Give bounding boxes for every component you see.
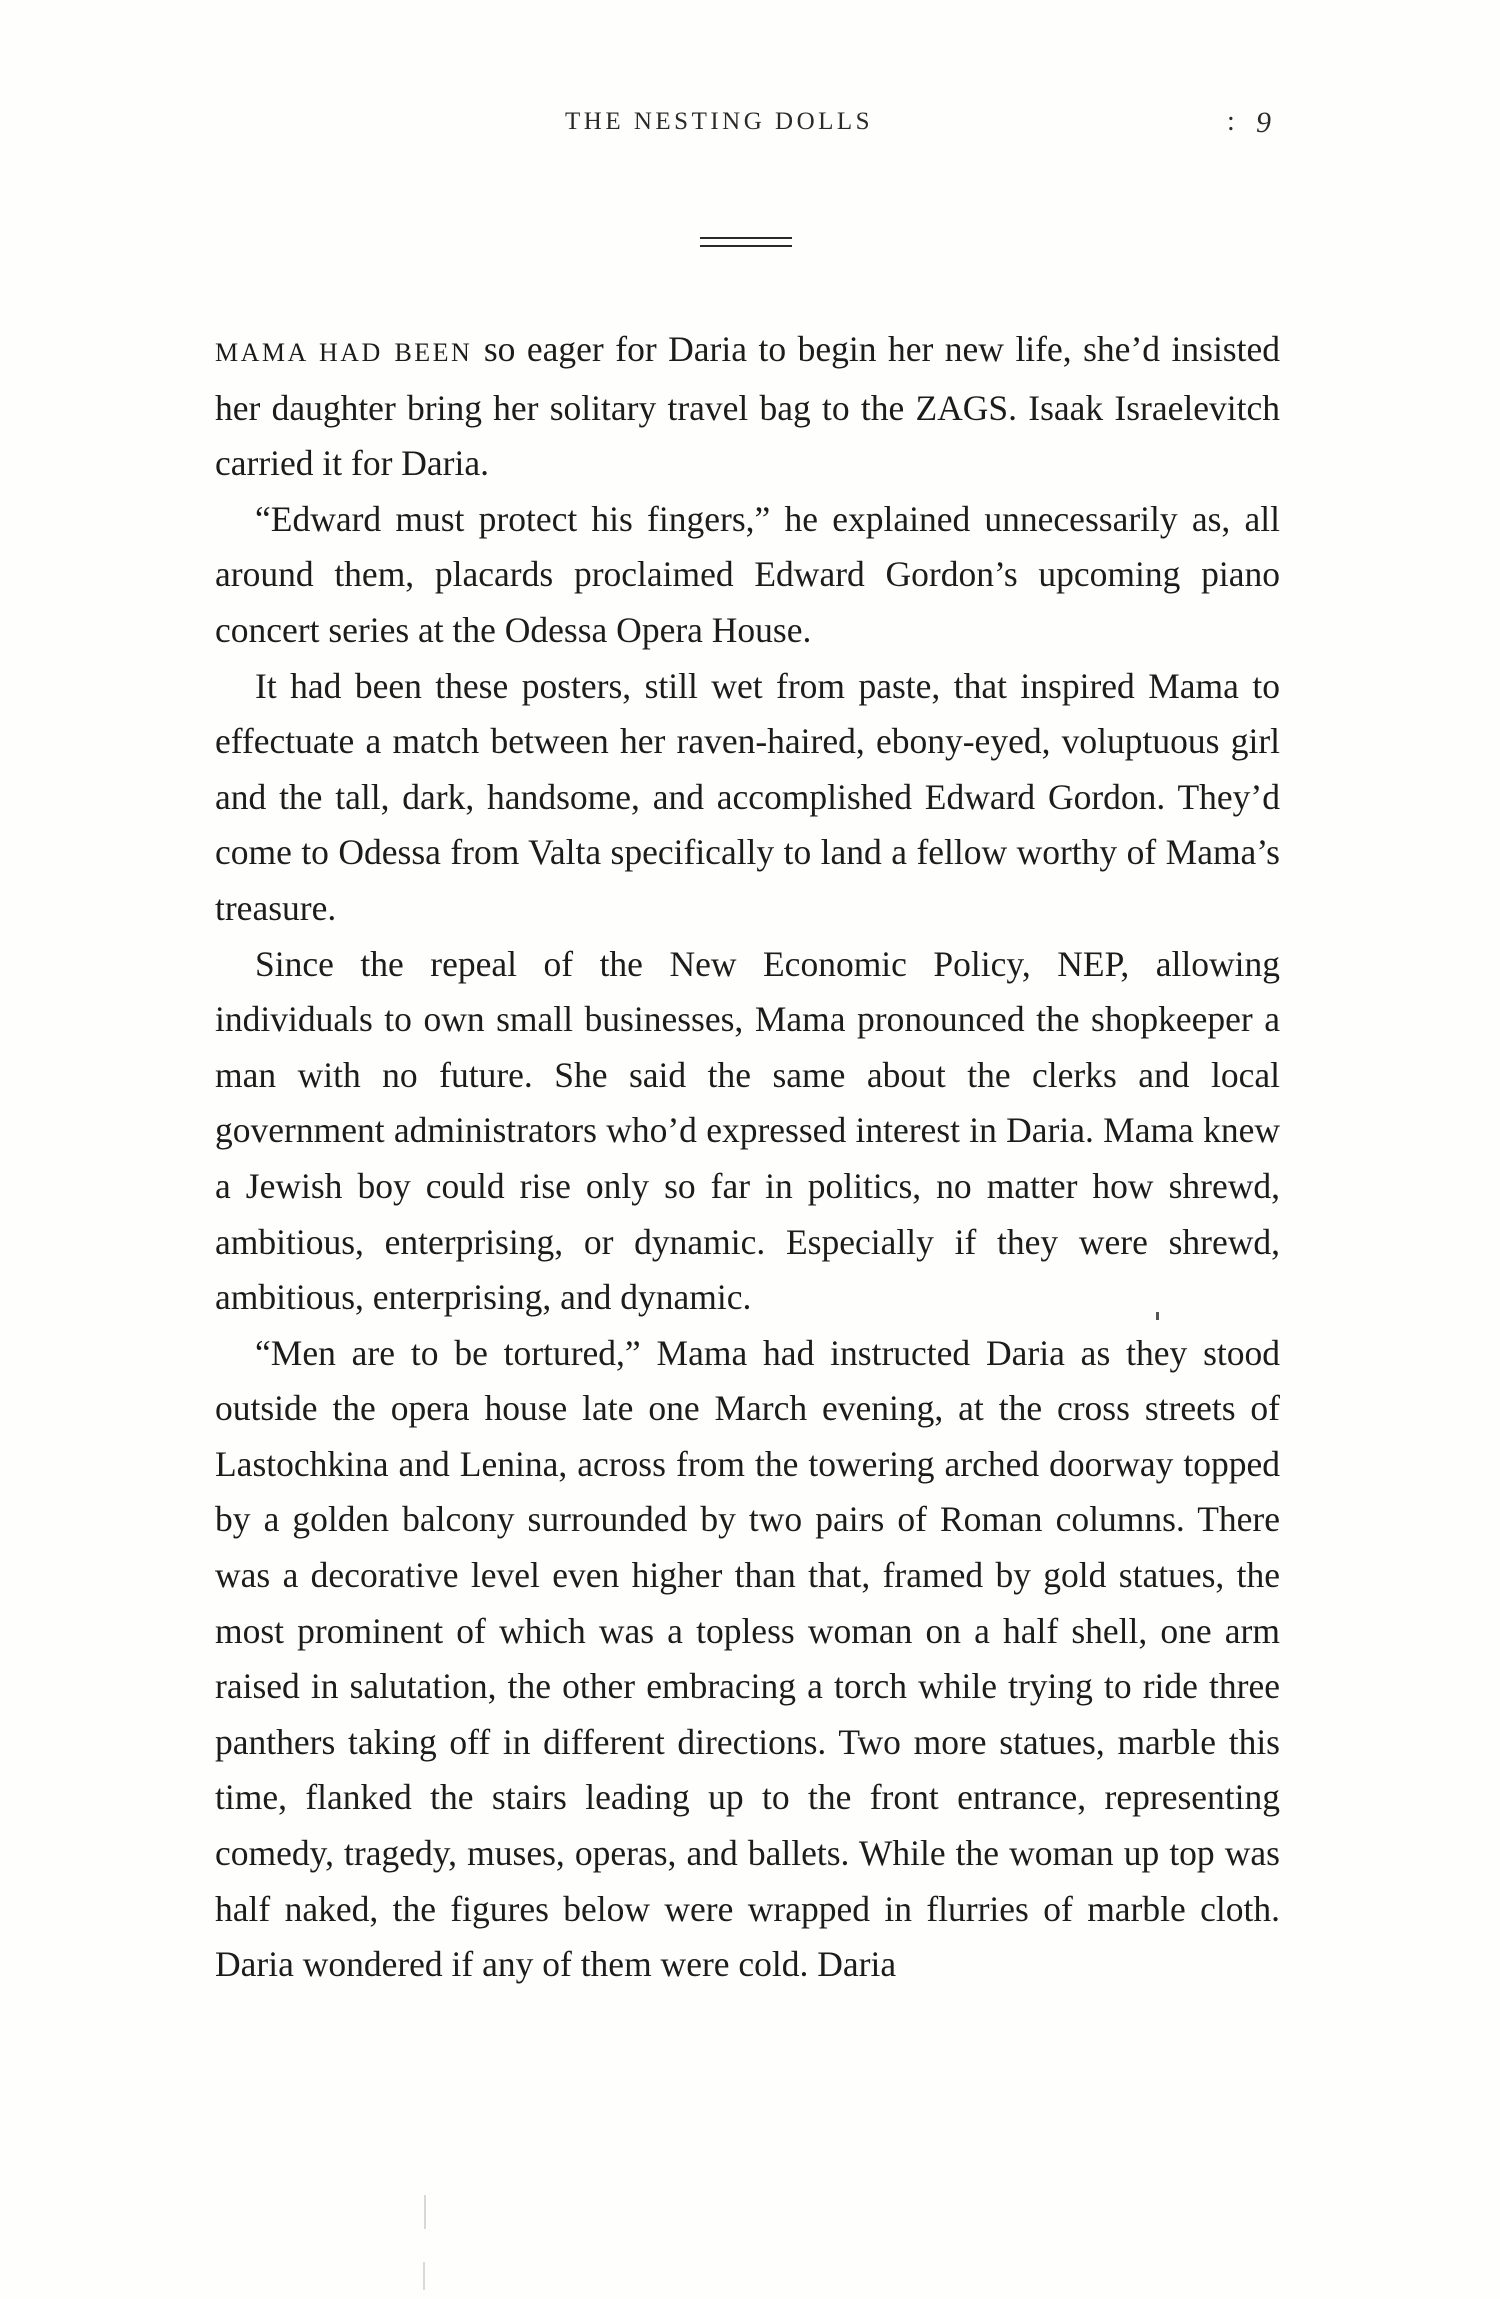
page-number: 9: [1256, 106, 1271, 139]
paragraph-lead-smallcaps: MAMA HAD BEEN: [215, 338, 473, 367]
running-head: [0, 108, 1500, 148]
paragraph-5: “Men are to be tortured,” Mama had instructed Daria as they stood outside the opera house late one March evening, at the cross streets of Lastochkina and Lenina, across from the towering arched doorway topped by a golden balcony surrounded by two pairs of Roman columns. There was a decorative level even higher than that, framed by gold statues, the most prominent of which was a topless woman on a half shell, one arm raised in salutation, the other embracing a torch while trying to ride three panthers taking off in different directions. Two more statues, marble this time, flanked the stairs leading up to the front entrance, representing comedy, tragedy, muses, operas, and ballets. While the woman up top was half naked, the figures below were wrapped in flurries of marble cloth. Daria wondered if any of them were cold. Daria: [215, 1332, 1280, 1985]
paragraph-3: It had been these posters, still wet from paste, that inspired Mama to effectuate a match between her raven-haired, ebony-eyed, voluptuous girl and the tall, dark, handsome, and accomplished Edward Gordon. They’d come to Odessa from Valta specifically to land a fellow worthy of Mama’s treasure.: [215, 665, 1280, 928]
paragraph-1-text: so eager for Daria to begin her new life, she’d insisted her daughter bring her solitary travel bag to the ZAGS. Isaak Israelevitch carried it for Daria.: [215, 329, 1280, 484]
scan-artifact-mark: [1156, 1312, 1159, 1320]
paragraph-1: [215, 322, 1280, 492]
paragraph-2: “Edward must protect his fingers,” he explained unnecessarily as, all around them, placards proclaimed Edward Gordon’s upcoming piano concert series at the Odessa Opera House.: [215, 498, 1280, 650]
running-title: THE NESTING DOLLS: [565, 108, 874, 135]
section-break-rule: [700, 237, 792, 247]
body-text: [215, 322, 1280, 1993]
paragraph-4: Since the repeal of the New Economic Policy, NEP, allowing individuals to own small businesses, Mama pronounced the shopkeeper a man with no future. She said the same about the clerks and local government administrators who’d expressed interest in Daria. Mama knew a Jewish boy could rise only so far in politics, no matter how shrewd, ambitious, enterprising, or dynamic. Especially if they were shrewd, ambitious, enterprising, and dynamic.: [215, 943, 1280, 1318]
scan-artifact-mark: [423, 2262, 425, 2290]
scan-artifact-mark: [424, 2195, 426, 2229]
running-head-separator: :: [1227, 106, 1235, 137]
